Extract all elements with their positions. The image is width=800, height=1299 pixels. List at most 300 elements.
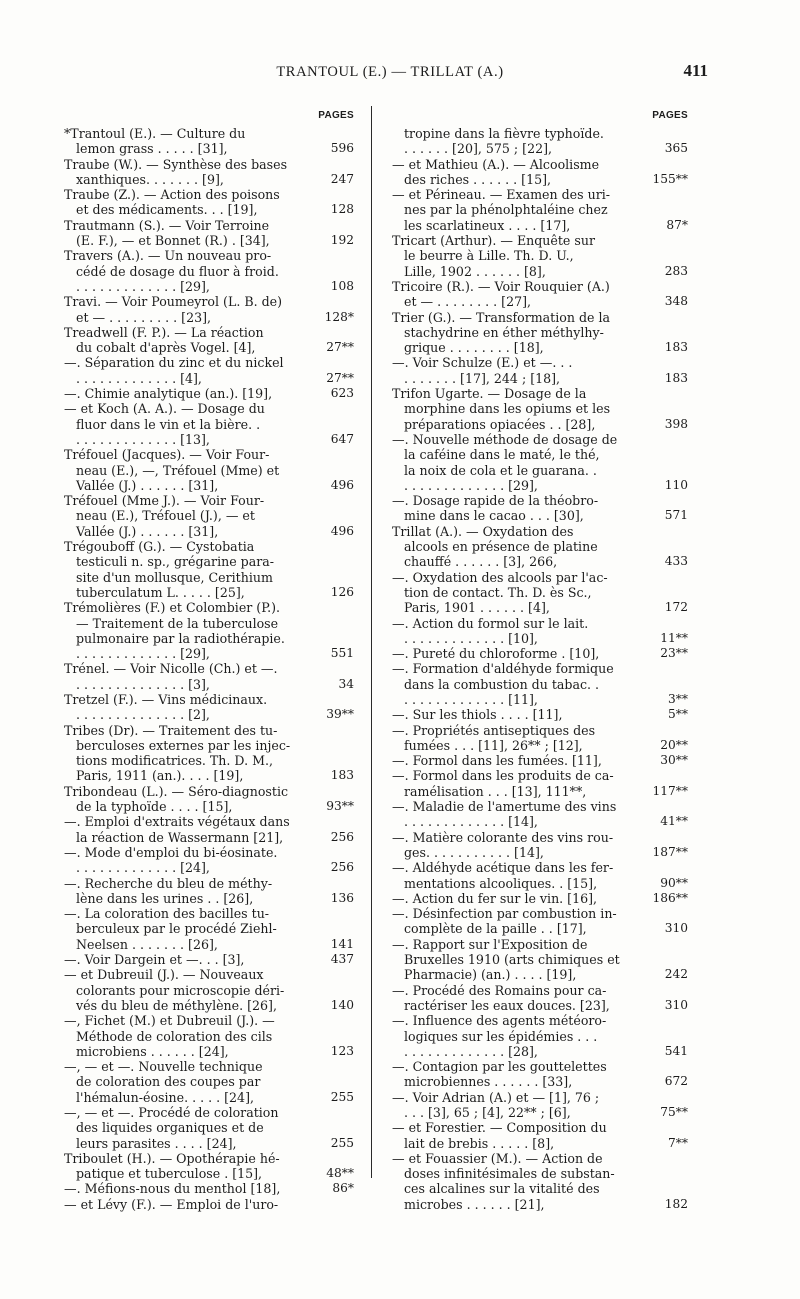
page-reference: 256 bbox=[330, 860, 354, 875]
index-entry-text: Triboulet (H.). — Opothérapie hé- bbox=[64, 1150, 280, 1166]
index-entry-text: —. Pureté du chloroforme . [10], bbox=[392, 646, 600, 662]
index-entry-text: Trillat (A.). — Oxydation des bbox=[392, 523, 574, 539]
index-entry-text: les scarlatineux . . . . [17], bbox=[404, 217, 571, 233]
index-line bbox=[392, 1105, 688, 1120]
index-entry-text: berculeux par le procédé Ziehl- bbox=[76, 921, 277, 937]
index-line bbox=[64, 1120, 354, 1135]
page-reference: 140 bbox=[330, 997, 354, 1012]
index-entry-text: fluor dans le vin et la bière. . bbox=[76, 416, 261, 432]
index-entry-text: —. Action du fer sur le vin. [16], bbox=[392, 890, 598, 906]
index-entry-text: fumées . . . [11], 26** ; [12], bbox=[404, 737, 583, 753]
index-entry-text: mine dans le cacao . . . [30], bbox=[404, 508, 584, 524]
index-entry-text: —. Sur les thiols . . . . [11], bbox=[392, 707, 563, 723]
index-entry-text: Pharmacie) (an.) . . . . [19], bbox=[404, 967, 577, 983]
page-reference: 123 bbox=[330, 1043, 354, 1058]
index-line bbox=[64, 463, 354, 478]
index-entry-text: et des médicaments. . . [19], bbox=[76, 202, 258, 218]
index-entry-text: colorants pour microscopie déri- bbox=[76, 982, 285, 998]
page-reference: 3** bbox=[668, 691, 688, 706]
index-entry-text: —. Chimie analytique (an.). [19], bbox=[64, 386, 273, 402]
index-line bbox=[392, 1044, 688, 1059]
index-entry-text: —. Voir Schulze (E.) et —. . . bbox=[392, 355, 573, 371]
page-reference: 141 bbox=[330, 936, 354, 951]
index-entry-text: mentations alcooliques. . [15], bbox=[404, 875, 598, 891]
index-line bbox=[64, 646, 354, 661]
index-line bbox=[64, 1090, 354, 1105]
index-entry-text: Trémolières (F.) et Colombier (P.). bbox=[64, 600, 281, 616]
index-line bbox=[392, 983, 688, 998]
index-entry-text: . . . . . . . . . . . . . [13], bbox=[76, 431, 210, 447]
index-line bbox=[64, 585, 354, 600]
index-line bbox=[392, 172, 688, 187]
index-entry-text: leurs parasites . . . . [24], bbox=[76, 1135, 237, 1151]
index-entry-text: Treadwell (F. P.). — La réaction bbox=[64, 324, 264, 340]
index-line bbox=[64, 845, 354, 860]
index-line bbox=[392, 279, 688, 294]
page-reference: 496 bbox=[330, 477, 354, 492]
index-line bbox=[392, 248, 688, 263]
index-line bbox=[64, 738, 354, 753]
index-line bbox=[64, 1044, 354, 1059]
index-entry-text: testiculi n. sp., grégarine para- bbox=[76, 554, 275, 570]
index-line bbox=[392, 891, 688, 906]
page-reference: 255 bbox=[330, 1135, 354, 1150]
index-entry-text: . . . . . . . . . . . . . [24], bbox=[76, 860, 210, 876]
index-entry-text: ces alcalines sur la vitalité des bbox=[404, 1181, 600, 1197]
page-reference: 128 bbox=[330, 202, 354, 217]
index-entry-text: — et Lévy (F.). — Emploi de l'uro- bbox=[64, 1196, 279, 1212]
page-reference: 186** bbox=[652, 890, 688, 905]
index-entry-text: —. Recherche du bleu de méthy- bbox=[64, 875, 273, 891]
index-entry-text: nes par la phénolphtaléine chez bbox=[404, 202, 608, 218]
index-entry-text: . . . . . . . [17], 244 ; [18], bbox=[404, 370, 561, 386]
index-line bbox=[64, 768, 354, 783]
index-line bbox=[392, 1166, 688, 1181]
index-entry-text: Neelsen . . . . . . . [26], bbox=[76, 936, 218, 952]
page-reference: 183 bbox=[330, 768, 354, 783]
index-entry-text: cédé de dosage du fluor à froid. bbox=[76, 263, 279, 279]
page-reference: 7** bbox=[668, 1135, 688, 1150]
index-line bbox=[392, 876, 688, 891]
index-line bbox=[392, 1074, 688, 1089]
page-reference: 283 bbox=[664, 263, 688, 278]
index-line bbox=[392, 661, 688, 676]
index-line bbox=[64, 478, 354, 493]
index-entry-text: —. Influence des agents météoro- bbox=[392, 1013, 607, 1029]
index-entry-text: . . . . . . [20], 575 ; [22], bbox=[404, 141, 553, 157]
right-column-lines bbox=[392, 126, 688, 1212]
index-line bbox=[64, 631, 354, 646]
index-entry-text: — Traitement de la tuberculose bbox=[76, 615, 279, 631]
pages-column-heading: PAGES bbox=[318, 110, 354, 121]
index-entry-text: Paris, 1901 . . . . . . [4], bbox=[404, 600, 550, 616]
index-line bbox=[392, 845, 688, 860]
index-line bbox=[392, 233, 688, 248]
index-entry-text: —. Désinfection par combustion in- bbox=[392, 906, 617, 922]
index-entry-text: — et Koch (A. A.). — Dosage du bbox=[64, 401, 265, 417]
index-line bbox=[392, 355, 688, 370]
index-entry-text: vés du bleu de méthylène. [26], bbox=[76, 997, 277, 1013]
index-entry-text: Lille, 1902 . . . . . . [8], bbox=[404, 263, 546, 279]
index-line bbox=[64, 1074, 354, 1089]
index-entry-text: . . . . . . . . . . . . . . [2], bbox=[76, 707, 210, 723]
index-line bbox=[392, 1059, 688, 1074]
index-entry-text: Tricart (Arthur). — Enquête sur bbox=[392, 233, 595, 249]
index-line bbox=[64, 723, 354, 738]
page-reference: 398 bbox=[664, 416, 688, 431]
index-line bbox=[64, 340, 354, 355]
index-line bbox=[392, 294, 688, 309]
index-entry-text: Travers (A.). — Un nouveau pro- bbox=[64, 248, 272, 264]
index-line bbox=[392, 1120, 688, 1135]
index-entry-text: Trifon Ugarte. — Dosage de la bbox=[392, 386, 587, 402]
index-entry-text: —. Maladie de l'amertume des vins bbox=[392, 799, 617, 815]
index-line bbox=[64, 661, 354, 676]
index-line bbox=[392, 325, 688, 340]
index-entry-text: . . . . . . . . . . . . . . [3], bbox=[76, 676, 210, 692]
index-line bbox=[392, 707, 688, 722]
index-line bbox=[392, 967, 688, 982]
page-reference: 541 bbox=[664, 1043, 688, 1058]
page-reference: 183 bbox=[664, 370, 688, 385]
page-reference: 30** bbox=[660, 753, 688, 768]
index-line bbox=[392, 600, 688, 615]
index-entry-text: . . . . . . . . . . . . . [4], bbox=[76, 370, 202, 386]
index-line bbox=[392, 1197, 688, 1212]
index-line bbox=[392, 998, 688, 1013]
index-entry-text: des riches . . . . . . [15], bbox=[404, 171, 552, 187]
page-reference: 256 bbox=[330, 829, 354, 844]
index-entry-text: . . . . . . . . . . . . . [10], bbox=[404, 630, 538, 646]
index-entry-text: —. Procédé des Romains pour ca- bbox=[392, 982, 607, 998]
running-head bbox=[0, 61, 800, 86]
page-reference: 437 bbox=[330, 952, 354, 967]
index-line bbox=[392, 1151, 688, 1166]
page-number: 411 bbox=[683, 61, 708, 80]
index-line bbox=[64, 401, 354, 416]
index-line bbox=[392, 447, 688, 462]
index-line bbox=[392, 814, 688, 829]
index-entry-text: la caféine dans le maté, le thé, bbox=[404, 447, 600, 463]
index-entry-text: —. Dosage rapide de la théobro- bbox=[392, 493, 599, 509]
index-line bbox=[64, 325, 354, 340]
index-line bbox=[64, 799, 354, 814]
index-entry-text: Traube (W.). — Synthèse des bases bbox=[64, 156, 288, 172]
index-line bbox=[64, 967, 354, 982]
index-entry-text: Paris, 1911 (an.). . . . [19], bbox=[76, 768, 244, 784]
index-entry-text: microbiennes . . . . . . [33], bbox=[404, 1074, 573, 1090]
index-line bbox=[64, 493, 354, 508]
index-line bbox=[64, 157, 354, 172]
page-reference: 27** bbox=[326, 370, 354, 385]
index-line bbox=[64, 876, 354, 891]
index-line bbox=[64, 906, 354, 921]
page-reference: 596 bbox=[330, 141, 354, 156]
index-line bbox=[64, 570, 354, 585]
index-entry-text: microbiens . . . . . . [24], bbox=[76, 1043, 229, 1059]
index-entry-text: le beurre à Lille. Th. D. U., bbox=[404, 248, 574, 264]
index-entry-text: —. Contagion par les gouttelettes bbox=[392, 1059, 607, 1075]
page-reference: 117** bbox=[652, 783, 688, 798]
index-line bbox=[64, 830, 354, 845]
index-line bbox=[392, 830, 688, 845]
index-line bbox=[392, 952, 688, 967]
page-reference: 128* bbox=[324, 309, 354, 324]
index-entry-text: microbes . . . . . . [21], bbox=[404, 1196, 545, 1212]
page-reference: 255 bbox=[330, 1089, 354, 1104]
index-line bbox=[392, 768, 688, 783]
index-line bbox=[64, 1029, 354, 1044]
page-reference: 551 bbox=[330, 646, 354, 661]
index-entry-text: Trautmann (S.). — Voir Terroine bbox=[64, 217, 270, 233]
index-line bbox=[64, 952, 354, 967]
index-entry-text: —. Action du formol sur le lait. bbox=[392, 615, 589, 631]
index-entry-text: patique et tuberculose . [15], bbox=[76, 1166, 263, 1182]
index-entry-text: — et Périneau. — Examen des uri- bbox=[392, 187, 611, 203]
index-entry-text: Trénel. — Voir Nicolle (Ch.) et —. bbox=[64, 661, 278, 677]
index-entry-text: tion de contact. Th. D. ès Sc., bbox=[404, 584, 592, 600]
index-entry-text: —, — et —. Procédé de coloration bbox=[64, 1105, 279, 1120]
index-entry-text: —. Formol dans les fumées. [11], bbox=[392, 753, 602, 769]
index-line bbox=[392, 585, 688, 600]
index-entry-text: *Trantoul (E.). — Culture du bbox=[64, 126, 246, 141]
index-line bbox=[392, 738, 688, 753]
page-reference: 623 bbox=[330, 386, 354, 401]
index-line bbox=[64, 218, 354, 233]
index-line bbox=[392, 753, 688, 768]
index-line bbox=[64, 677, 354, 692]
index-line bbox=[64, 1013, 354, 1028]
index-entry-text: l'hémalun-éosine. . . . . [24], bbox=[76, 1089, 254, 1105]
index-entry-text: tropine dans la fièvre typhoïde. bbox=[404, 126, 604, 141]
index-entry-text: —. Oxydation des alcools par l'ac- bbox=[392, 569, 608, 585]
left-column-lines bbox=[64, 126, 354, 1212]
index-entry-text: Vallée (J.) . . . . . . [31], bbox=[76, 523, 219, 539]
index-line bbox=[392, 264, 688, 279]
index-line bbox=[392, 141, 688, 156]
index-entry-text: chauffé . . . . . . [3], 266, bbox=[404, 554, 558, 570]
index-line bbox=[392, 417, 688, 432]
index-entry-text: pulmonaire par la radiothérapie. bbox=[76, 630, 285, 646]
index-entry-text: —, Fichet (M.) et Dubreuil (J.). — bbox=[64, 1013, 275, 1029]
index-entry-text: —. Propriétés antiseptiques des bbox=[392, 722, 596, 738]
pages-column-heading: PAGES bbox=[652, 110, 688, 121]
index-entry-text: lait de brebis . . . . . [8], bbox=[404, 1135, 555, 1151]
page-reference: 182 bbox=[664, 1196, 688, 1211]
index-line bbox=[64, 172, 354, 187]
index-line bbox=[64, 524, 354, 539]
index-line bbox=[64, 814, 354, 829]
index-entry-text: tuberculatum L. . . . . [25], bbox=[76, 584, 245, 600]
index-entry-text: tions modificatrices. Th. D. M., bbox=[76, 753, 273, 769]
index-line bbox=[64, 616, 354, 631]
index-entry-text: stachydrine en éther méthylhy- bbox=[404, 324, 604, 340]
index-entry-text: . . . . . . . . . . . . . [29], bbox=[76, 646, 210, 662]
index-entry-text: de coloration des coupes par bbox=[76, 1074, 261, 1090]
index-line bbox=[392, 386, 688, 401]
index-line bbox=[64, 707, 354, 722]
page-reference: 433 bbox=[664, 554, 688, 569]
index-entry-text: Tréfouel (Mme J.). — Voir Four- bbox=[64, 493, 265, 509]
index-line bbox=[64, 983, 354, 998]
running-head-title: TRANTOUL (E.) — TRILLAT (A.) bbox=[276, 64, 504, 80]
index-line bbox=[392, 202, 688, 217]
index-line bbox=[64, 233, 354, 248]
index-entry-text: Trier (G.). — Transformation de la bbox=[392, 309, 611, 325]
page-reference: 5** bbox=[668, 707, 688, 722]
index-entry-text: morphine dans les opiums et les bbox=[404, 401, 611, 417]
index-entry-text: Tréfouel (Jacques). — Voir Four- bbox=[64, 447, 270, 463]
index-line bbox=[392, 784, 688, 799]
index-line bbox=[64, 1105, 354, 1120]
index-line bbox=[64, 310, 354, 325]
index-line bbox=[64, 386, 354, 401]
index-line bbox=[392, 1013, 688, 1028]
page-reference: 110 bbox=[664, 477, 688, 492]
page-reference: 247 bbox=[330, 171, 354, 186]
index-line bbox=[392, 187, 688, 202]
index-line bbox=[392, 340, 688, 355]
index-line bbox=[392, 631, 688, 646]
index-entry-text: —. Voir Adrian (A.) et — [1], 76 ; bbox=[392, 1089, 600, 1105]
index-line bbox=[392, 508, 688, 523]
index-line bbox=[392, 1090, 688, 1105]
index-line bbox=[64, 417, 354, 432]
index-entry-text: lemon grass . . . . . [31], bbox=[76, 141, 228, 157]
index-entry-text: . . . . . . . . . . . . . [11], bbox=[404, 691, 538, 707]
index-line bbox=[392, 1181, 688, 1196]
index-entry-text: . . . . . . . . . . . . . [28], bbox=[404, 1043, 538, 1059]
index-line bbox=[392, 554, 688, 569]
page-reference: 647 bbox=[330, 431, 354, 446]
index-entry-text: grique . . . . . . . . [18], bbox=[404, 340, 544, 356]
index-entry-text: . . . . . . . . . . . . . [29], bbox=[76, 278, 210, 294]
index-line bbox=[64, 371, 354, 386]
index-entry-text: doses infinitésimales de substan- bbox=[404, 1166, 615, 1182]
index-line bbox=[392, 401, 688, 416]
page-reference: 39** bbox=[326, 707, 354, 722]
index-entry-text: —. Voir Dargein et —. . . [3], bbox=[64, 952, 245, 968]
index-line bbox=[64, 264, 354, 279]
index-entry-text: logiques sur les épidémies . . . bbox=[404, 1028, 598, 1044]
page-reference: 27** bbox=[326, 340, 354, 355]
index-entry-text: Bruxelles 1910 (arts chimiques et bbox=[404, 952, 620, 968]
index-entry-text: préparations opiacées . . [28], bbox=[404, 416, 596, 432]
index-entry-text: ges. . . . . . . . . . . [14], bbox=[404, 844, 544, 860]
index-entry-text: Trégouboff (G.). — Cystobatia bbox=[64, 539, 255, 555]
index-entry-text: et — . . . . . . . . [27], bbox=[404, 294, 532, 310]
index-line bbox=[392, 218, 688, 233]
index-entry-text: —. Méfions-nous du menthol [18], bbox=[64, 1181, 281, 1197]
index-entry-text: alcools en présence de platine bbox=[404, 539, 598, 555]
index-entry-text: Travi. — Voir Poumeyrol (L. B. de) bbox=[64, 294, 283, 310]
index-entry-text: Tretzel (F.). — Vins médicinaux. bbox=[64, 691, 268, 707]
page-reference: 75** bbox=[660, 1105, 688, 1119]
index-line bbox=[64, 1059, 354, 1074]
index-line bbox=[392, 921, 688, 936]
index-entry-text: —. La coloration des bacilles tu- bbox=[64, 906, 270, 922]
index-line bbox=[392, 524, 688, 539]
index-entry-text: Vallée (J.) . . . . . . [31], bbox=[76, 477, 219, 493]
index-line bbox=[392, 157, 688, 172]
page-reference: 571 bbox=[664, 508, 688, 523]
index-entry-text: . . . [3], 65 ; [4], 22** ; [6], bbox=[404, 1105, 571, 1120]
index-entry-text: —. Mode d'emploi du bi-éosinate. bbox=[64, 844, 278, 860]
index-line bbox=[64, 279, 354, 294]
index-entry-text: Tribondeau (L.). — Séro-diagnostic bbox=[64, 783, 289, 799]
page-reference: 90** bbox=[660, 875, 688, 890]
page-reference: 126 bbox=[330, 584, 354, 599]
page-reference: 93** bbox=[326, 799, 354, 814]
page-reference: 41** bbox=[660, 814, 688, 829]
page-reference: 365 bbox=[664, 141, 688, 156]
index-entry-text: du cobalt d'après Vogel. [4], bbox=[76, 340, 256, 356]
page-reference: 20** bbox=[660, 737, 688, 752]
index-line bbox=[64, 294, 354, 309]
index-line bbox=[64, 126, 354, 141]
index-line bbox=[64, 447, 354, 462]
index-entry-text: — et Forestier. — Composition du bbox=[392, 1120, 607, 1136]
index-entry-text: — et Fouassier (M.). — Action de bbox=[392, 1150, 603, 1166]
index-entry-text: Tribes (Dr). — Traitement des tu- bbox=[64, 722, 278, 738]
index-line bbox=[392, 371, 688, 386]
index-line bbox=[64, 1197, 354, 1212]
page-reference: 192 bbox=[330, 233, 354, 248]
index-line bbox=[392, 723, 688, 738]
index-entry-text: complète de la paille . . [17], bbox=[404, 921, 587, 937]
index-line bbox=[392, 463, 688, 478]
index-entry-text: site d'un mollusque, Cerithium bbox=[76, 569, 273, 585]
index-line bbox=[64, 355, 354, 370]
index-entry-text: —. Aldéhyde acétique dans les fer- bbox=[392, 860, 614, 876]
index-entry-text: de la typhoïde . . . . [15], bbox=[76, 799, 233, 815]
index-entry-text: —, — et —. Nouvelle technique bbox=[64, 1059, 263, 1075]
index-line bbox=[392, 860, 688, 875]
index-entry-text: . . . . . . . . . . . . . [14], bbox=[404, 814, 538, 830]
index-entry-text: —. Nouvelle méthode de dosage de bbox=[392, 431, 618, 447]
index-entry-text: neau (E.), Tréfouel (J.), — et bbox=[76, 508, 255, 524]
index-line bbox=[64, 784, 354, 799]
index-line bbox=[64, 248, 354, 263]
index-entry-text: xanthiques. . . . . . . [9], bbox=[76, 171, 224, 187]
page-reference: 348 bbox=[664, 294, 688, 309]
index-line bbox=[392, 692, 688, 707]
index-line bbox=[64, 600, 354, 615]
index-entry-text: —. Matière colorante des vins rou- bbox=[392, 829, 614, 845]
page-reference: 310 bbox=[664, 921, 688, 936]
page-reference: 11** bbox=[660, 630, 688, 645]
page-reference: 87* bbox=[666, 217, 688, 232]
index-line bbox=[64, 1136, 354, 1151]
index-line bbox=[64, 921, 354, 936]
page-reference: 187** bbox=[652, 844, 688, 859]
page-reference: 23** bbox=[660, 646, 688, 661]
index-entry-text: —. Formol dans les produits de ca- bbox=[392, 768, 614, 784]
page-reference: 183 bbox=[664, 340, 688, 355]
page-reference: 310 bbox=[664, 997, 688, 1012]
index-line bbox=[392, 126, 688, 141]
page-reference: 172 bbox=[664, 600, 688, 615]
index-entry-text: Traube (Z.). — Action des poisons bbox=[64, 187, 280, 203]
page-reference: 155** bbox=[652, 171, 688, 186]
page-reference: 496 bbox=[330, 523, 354, 538]
index-entry-text: neau (E.), —, Tréfouel (Mme) et bbox=[76, 462, 280, 478]
index-entry-text: des liquides organiques et de bbox=[76, 1120, 264, 1136]
index-line bbox=[64, 891, 354, 906]
index-entry-text: —. Emploi d'extraits végétaux dans bbox=[64, 814, 290, 830]
index-line bbox=[392, 677, 688, 692]
index-line bbox=[64, 1181, 354, 1196]
